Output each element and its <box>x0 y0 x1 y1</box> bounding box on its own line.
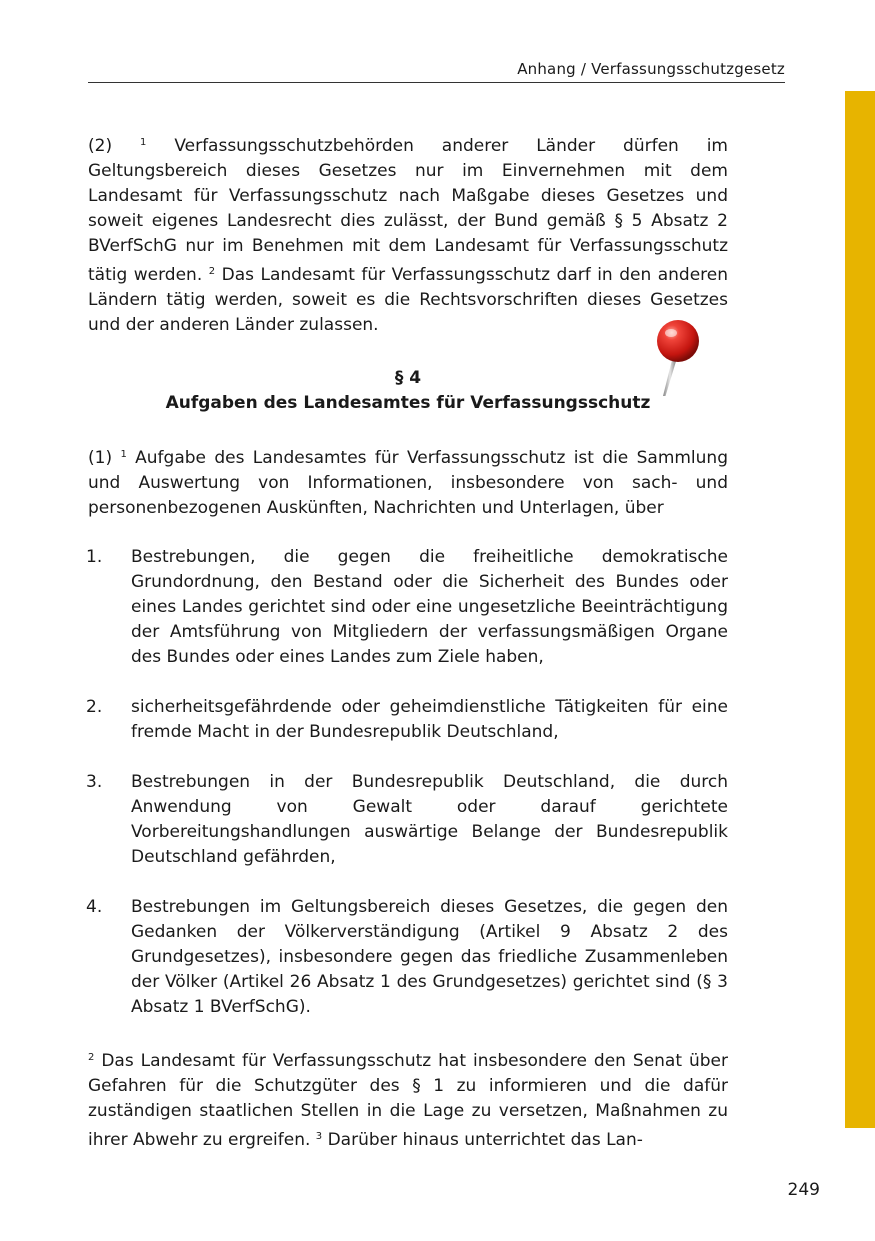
page-body <box>88 130 728 1153</box>
paragraph-1-continued <box>88 1045 728 1153</box>
paragraph-mark: (2) <box>88 136 113 156</box>
sentence-number: 2 <box>88 1052 95 1063</box>
sentence-number: 3 <box>315 1131 323 1142</box>
sentence-text: Aufgabe des Landesamtes für Verfassungsschutz ist die Sammlung und Auswertung von Informationen, insbesondere von sach- und personenbezogenen Auskünften, Nachrichten und Unterlagen, über <box>88 448 728 518</box>
list-item <box>88 545 728 670</box>
sentence-text: Das Landesamt für Verfassungsschutz hat insbesondere den Senat über Gefahren für die Schutzgüter des § 1 zu informieren und die dafür zuständigen staatlichen Stellen in die Lage zu versetzen, Maßnahmen zu ihrer Abwehr zu ergreifen. <box>88 1051 728 1150</box>
list-item <box>88 695 728 745</box>
list-number: 3. <box>86 772 103 792</box>
header-rule <box>88 82 785 83</box>
sentence-text: Verfassungsschutzbehörden anderer Länder dürfen im Geltungsbereich dieses Gesetzes nur im Einvernehmen mit dem Landesamt für Verfassungsschutz nach Maßgabe dieses Gesetzes und soweit eigenes Landesrecht dies zulässt, der Bund gemäß § 5 Absatz 2 BVerfSchG nur im Benehmen mit dem Landesamt für Verfassungsschutz tätig werden. <box>88 136 728 285</box>
section-number: § 4 <box>394 368 422 388</box>
sentence-text: Das Landesamt für Verfassungsschutz darf in den anderen Ländern tätig werden, soweit es die Rechtsvorschriften dieses Gesetzes und der anderen Länder zulassen. <box>88 265 729 335</box>
paragraph-mark: (1) <box>88 448 113 468</box>
paragraph-2 <box>88 130 728 338</box>
list-item-text: sicherheitsgefährdende oder geheimdienstliche Tätigkeiten für eine fremde Macht in der Bundesrepublik Deutschland, <box>131 697 728 742</box>
sentence-number: 1 <box>140 137 147 148</box>
list-item <box>88 770 728 870</box>
enumeration-list <box>88 545 728 1020</box>
list-item-text: Bestrebungen im Geltungsbereich dieses Gesetzes, die gegen den Gedanken der Völkerverständigung (Artikel 9 Absatz 2 des Grundgesetzes), insbesondere gegen das friedliche Zusammenleben der Völker (Artikel 26 Absatz 1 des Grundgesetzes) gerichtet sind (§ 3 Absatz 1 BVerfSchG). <box>131 897 728 1017</box>
sentence-number: 1 <box>120 449 127 460</box>
list-number: 4. <box>86 897 103 917</box>
sentence-text: Darüber hinaus unterrichtet das Lan- <box>327 1130 643 1150</box>
list-number: 2. <box>86 697 103 717</box>
section-heading <box>88 366 728 416</box>
push-pin-icon <box>651 318 703 398</box>
chapter-thumb-tab <box>845 91 875 1128</box>
section-title: Aufgaben des Landesamtes für Verfassungsschutz <box>165 393 651 413</box>
sentence-number: 2 <box>208 266 216 277</box>
running-head: Anhang / Verfassungsschutzgesetz <box>517 60 785 78</box>
list-item <box>88 895 728 1020</box>
paragraph-1 <box>88 442 728 521</box>
list-number: 1. <box>86 547 103 567</box>
list-item-text: Bestrebungen in der Bundesrepublik Deutschland, die durch Anwendung von Gewalt oder darauf gerichtete Vorbereitungshandlungen auswärtige Belange der Bundesrepublik Deutschland gefährden, <box>131 772 728 867</box>
list-item-text: Bestrebungen, die gegen die freiheitliche demokratische Grundordnung, den Bestand oder die Sicherheit des Bundes oder eines Landes gerichtet sind oder eine ungesetzliche Beeinträchtigung der Amtsführung von Mitgliedern der verfassungsmäßigen Organe des Bundes oder eines Landes zum Ziele haben, <box>131 547 728 667</box>
page-number: 249 <box>787 1180 820 1200</box>
